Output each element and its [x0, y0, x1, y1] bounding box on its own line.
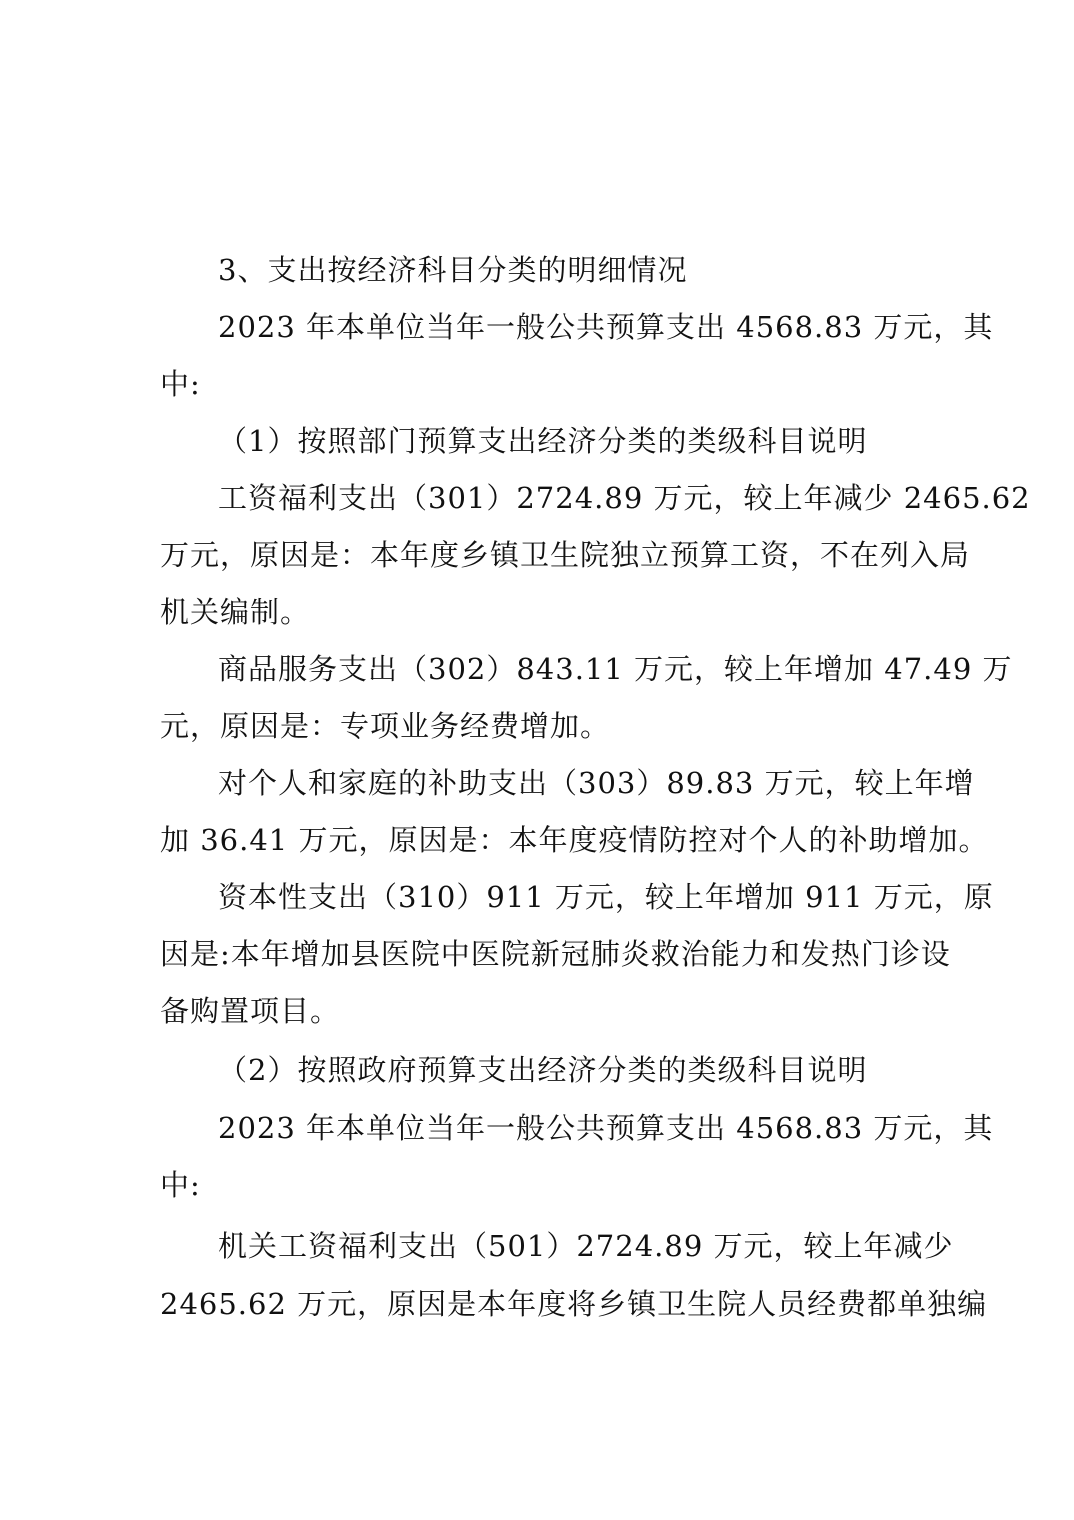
paragraph-line: 商品服务支出（302）843.11 万元，较上年增加 47.49 万	[218, 652, 1013, 686]
paragraph-line: 机关编制。	[160, 595, 311, 629]
paragraph-line: 中:	[160, 367, 201, 401]
paragraph-line: 2465.62 万元，原因是本年度将乡镇卫生院人员经费都单独编	[160, 1287, 988, 1321]
paragraph-line: 资本性支出（310）911 万元，较上年增加 911 万元，原	[218, 880, 994, 914]
subsection-heading: （1）按照部门预算支出经济分类的类级科目说明	[218, 424, 868, 458]
paragraph-line: 中:	[160, 1168, 201, 1202]
paragraph-line: 元，原因是：专项业务经费增加。	[160, 709, 611, 743]
paragraph-line: 机关工资福利支出（501）2724.89 万元，较上年减少	[218, 1229, 954, 1263]
paragraph-line: 对个人和家庭的补助支出（303）89.83 万元，较上年增	[218, 766, 975, 800]
paragraph-line: 因是:本年增加县医院中医院新冠肺炎救治能力和发热门诊设	[160, 937, 951, 971]
paragraph-line: 2023 年本单位当年一般公共预算支出 4568.83 万元，其	[218, 1111, 994, 1145]
subsection-heading: （2）按照政府预算支出经济分类的类级科目说明	[218, 1053, 868, 1087]
section-heading: 3、支出按经济科目分类的明细情况	[218, 253, 688, 287]
paragraph-line: 2023 年本单位当年一般公共预算支出 4568.83 万元，其	[218, 310, 994, 344]
paragraph-line: 加 36.41 万元，原因是：本年度疫情防控对个人的补助增加。	[160, 823, 989, 857]
paragraph-line: 万元，原因是：本年度乡镇卫生院独立预算工资，不在列入局	[160, 538, 971, 572]
paragraph-line: 工资福利支出（301）2724.89 万元，较上年减少 2465.62	[218, 481, 1031, 515]
paragraph-line: 备购置项目。	[160, 994, 341, 1028]
